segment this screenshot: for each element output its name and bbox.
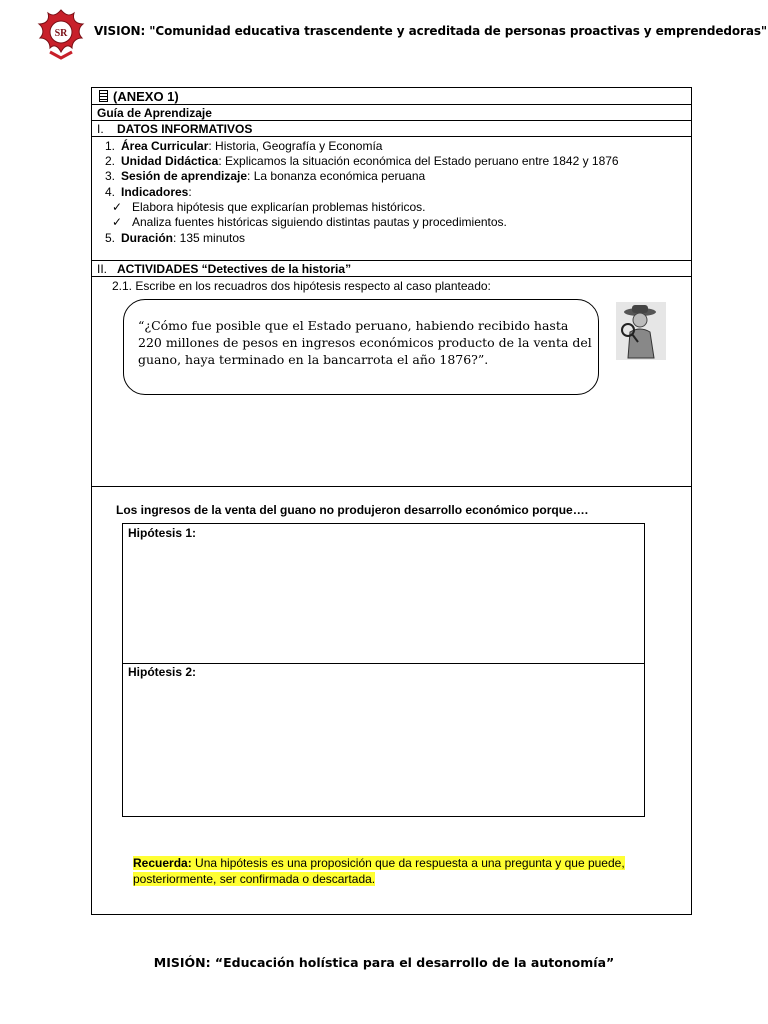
case-question: “¿Cómo fue posible que el Estado peruano, habiendo recibido hasta 220 millones de pesos en ingresos económicos producto de la venta del guano, haya terminado en la bancarrota el año 1876?”. bbox=[138, 318, 592, 367]
reminder-label: Recuerda: bbox=[133, 856, 192, 870]
section-number: II. bbox=[97, 262, 108, 276]
hypothesis-divider bbox=[122, 663, 645, 664]
vision-statement: VISION: "Comunidad educativa trascendente y acreditada de personas proactivas y emprendedoras" bbox=[94, 24, 768, 38]
logo-text: SR bbox=[54, 28, 68, 39]
row-divider bbox=[91, 104, 692, 105]
guia-title: Guía de Aprendizaje bbox=[97, 106, 212, 120]
reminder-note bbox=[133, 855, 689, 887]
indicator-item: ✓ Elabora hipótesis que explicarían problemas históricos. bbox=[112, 200, 426, 214]
info-item-duration: 5. Duración: 135 minutos bbox=[104, 231, 246, 245]
row-divider bbox=[91, 486, 692, 487]
instruction-text: 2.1. Escribe en los recuadros dos hipótesis respecto al caso planteado: bbox=[112, 279, 491, 293]
row-divider bbox=[91, 276, 692, 277]
section-2-heading bbox=[97, 262, 351, 276]
info-item: 4. Indicadores: bbox=[104, 185, 192, 199]
document-icon bbox=[99, 90, 108, 102]
section-title: DATOS INFORMATIVOS bbox=[117, 122, 253, 136]
section-title: ACTIVIDADES “Detectives de la historia” bbox=[117, 262, 352, 276]
school-logo bbox=[36, 8, 86, 60]
hypothesis-box[interactable] bbox=[122, 523, 645, 817]
indicator-item: ✓ Analiza fuentes históricas siguiendo distintas pautas y procedimientos. bbox=[112, 215, 507, 229]
mission-statement: MISIÓN: “Educación holística para el desarrollo de la autonomía” bbox=[153, 955, 615, 970]
section-number: I. bbox=[97, 122, 104, 136]
reminder-text: Una hipótesis es una proposición que da respuesta a una pregunta y que puede, posteriormente, ser confirmada o descartada. bbox=[133, 856, 625, 886]
info-item: 3. Sesión de aprendizaje: La bonanza económica peruana bbox=[104, 169, 426, 183]
row-divider bbox=[91, 136, 692, 137]
hypothesis-2-label: Hipótesis 2: bbox=[128, 665, 197, 679]
hypothesis-1-label: Hipótesis 1: bbox=[128, 526, 197, 540]
anexo-label: (ANEXO 1) bbox=[113, 89, 179, 104]
section-1-heading bbox=[97, 122, 252, 136]
hypothesis-prompt: Los ingresos de la venta del guano no produjeron desarrollo económico porque…. bbox=[116, 503, 589, 517]
checkmark-icon: ✓ bbox=[112, 215, 123, 229]
detective-illustration bbox=[616, 302, 666, 360]
row-divider bbox=[91, 260, 692, 261]
info-item: 2. Unidad Didáctica: Explicamos la situación económica del Estado peruano entre 1842 y 1876 bbox=[104, 154, 619, 168]
anexo-title bbox=[99, 89, 179, 104]
info-item: 1. Área Curricular: Historia, Geografía y Economía bbox=[104, 139, 383, 153]
row-divider bbox=[91, 120, 692, 121]
checkmark-icon: ✓ bbox=[112, 200, 123, 214]
